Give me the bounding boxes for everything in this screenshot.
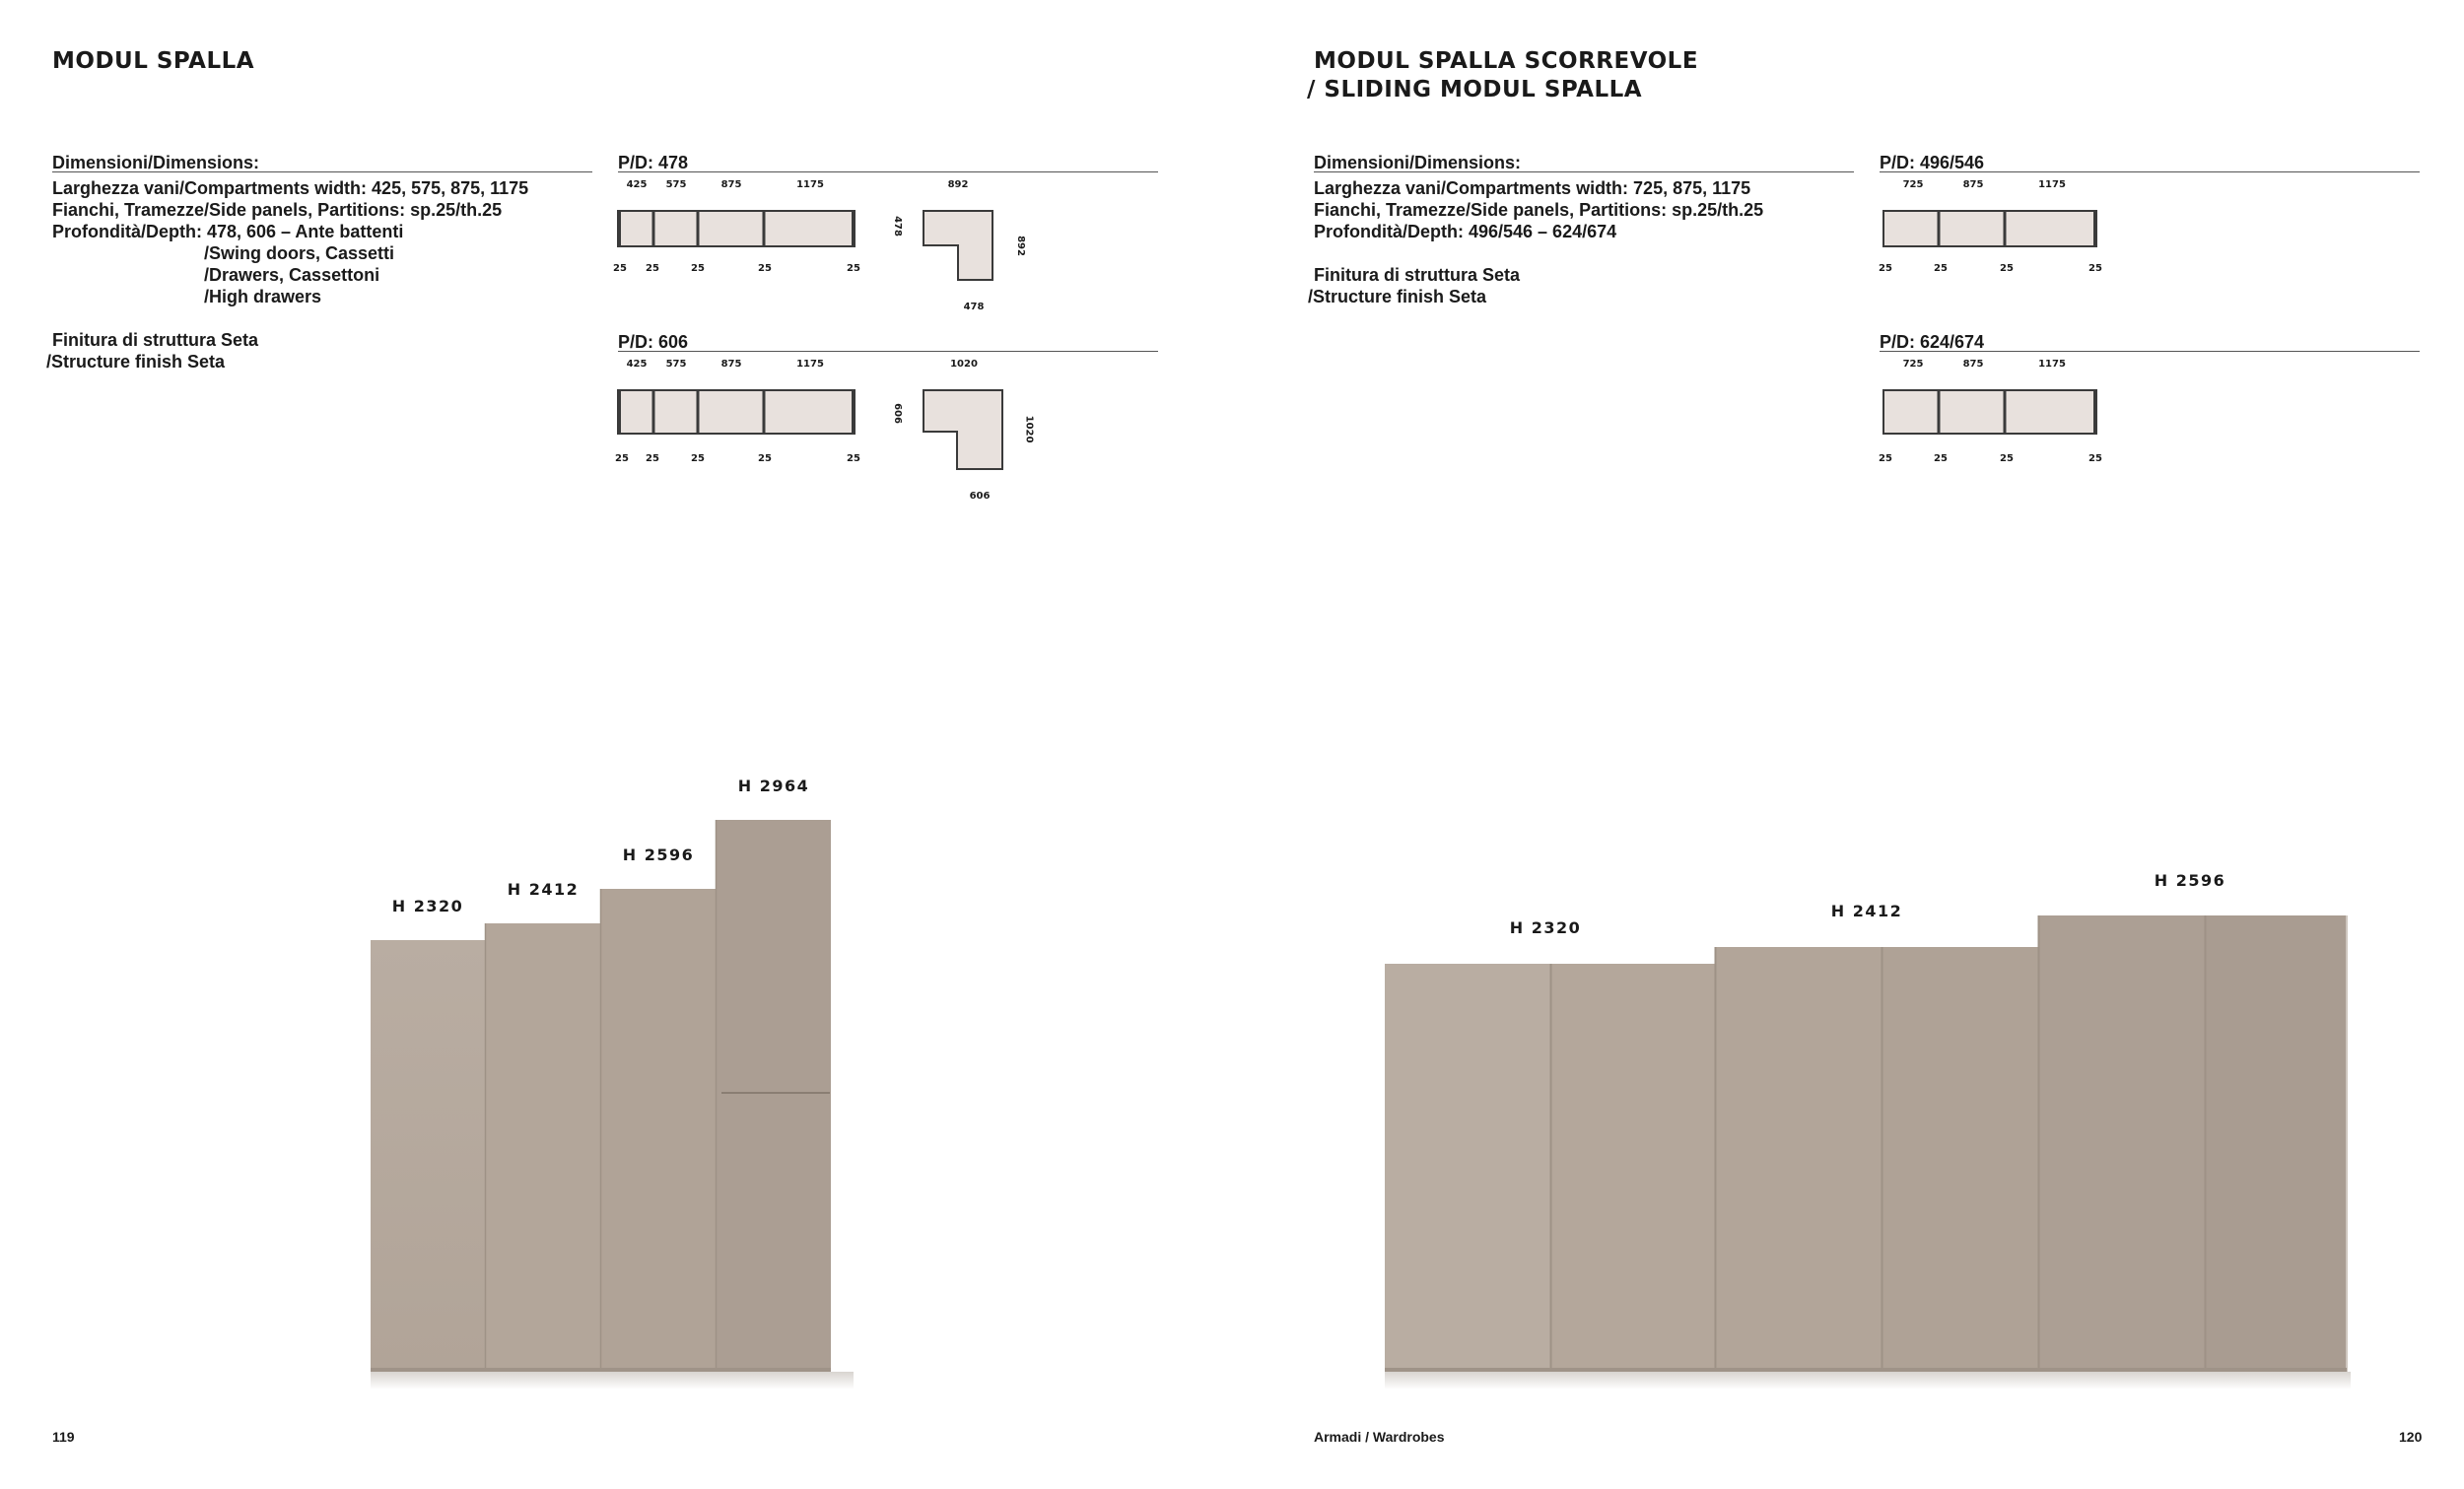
corner-side-label: 892	[1014, 236, 1026, 256]
compartment-plan	[1882, 388, 2100, 438]
finish-line: Finitura di struttura Seta	[1314, 265, 1521, 285]
depth-label: P/D: 606	[618, 332, 689, 352]
width-label: 1175	[2038, 359, 2066, 370]
dimensions-heading: Dimensioni/Dimensions:	[1314, 153, 1522, 172]
panel-label: 25	[1879, 263, 1892, 274]
page-number-left: 119	[52, 1429, 75, 1445]
height-label: H 2320	[391, 897, 464, 915]
panel-label: 25	[847, 453, 860, 464]
corner-plan	[922, 209, 996, 282]
spec-line: Larghezza vani/Compartments width: 425, 575, 875, 1175	[52, 178, 529, 198]
page-title-left: MODUL SPALLA	[52, 48, 255, 74]
corner-bottom-label: 478	[963, 302, 985, 312]
spec-line: Profondità/Depth: 478, 606 – Ante battenti	[52, 222, 404, 241]
width-label: 425	[626, 179, 648, 190]
corner-plan	[922, 388, 1006, 473]
compartment-plan	[616, 388, 857, 438]
panel-label: 25	[847, 263, 860, 274]
panel-label: 25	[613, 263, 627, 274]
width-label: 875	[720, 359, 742, 370]
spec-line: Fianchi, Tramezze/Side panels, Partitions: sp.25/th.25	[52, 200, 503, 220]
height-label: H 2412	[507, 880, 580, 899]
depth-label: P/D: 624/674	[1880, 332, 1985, 352]
depth-label: P/D: 478	[618, 153, 689, 172]
width-label: 725	[1902, 359, 1924, 370]
width-label: 1175	[796, 359, 824, 370]
section-label: Armadi / Wardrobes	[1314, 1429, 1445, 1445]
panel-label: 25	[691, 453, 705, 464]
finish-line: /Structure finish Seta	[46, 352, 226, 372]
corner-bottom-label: 606	[969, 491, 991, 502]
sliding-wardrobe-illustration	[1375, 907, 2361, 1399]
spec-line: Larghezza vani/Compartments width: 725, 875, 1175	[1314, 178, 1751, 198]
height-label: H 2320	[1509, 918, 1582, 937]
finish-line: Finitura di struttura Seta	[52, 330, 259, 350]
spec-line: /Swing doors, Cassetti	[204, 243, 395, 263]
width-label: 425	[626, 359, 648, 370]
height-label: H 2596	[2154, 871, 2226, 890]
corner-left-label: 478	[891, 216, 903, 237]
corner-top-label: 1020	[950, 359, 978, 370]
width-label: 1175	[2038, 179, 2066, 190]
spec-line: Profondità/Depth: 496/546 – 624/674	[1314, 222, 1617, 241]
panel-label: 25	[1879, 453, 1892, 464]
spec-line: Fianchi, Tramezze/Side panels, Partitions: sp.25/th.25	[1314, 200, 1764, 220]
panel-label: 25	[646, 263, 659, 274]
panel-label: 25	[1934, 453, 1948, 464]
page-number-right: 120	[2399, 1429, 2423, 1445]
panel-label: 25	[758, 263, 772, 274]
width-label: 575	[665, 179, 687, 190]
panel-label: 25	[646, 453, 659, 464]
width-label: 1175	[796, 179, 824, 190]
panel-label: 25	[1934, 263, 1948, 274]
corner-side-label: 1020	[1023, 415, 1035, 443]
divider	[1880, 351, 2420, 352]
depth-label: P/D: 496/546	[1880, 153, 1985, 172]
compartment-plan	[1882, 209, 2100, 250]
divider	[1314, 171, 1854, 172]
divider	[618, 171, 1158, 172]
width-label: 725	[1902, 179, 1924, 190]
panel-label: 25	[2088, 453, 2102, 464]
panel-label: 25	[758, 453, 772, 464]
panel-label: 25	[2088, 263, 2102, 274]
height-label: H 2964	[737, 777, 810, 795]
page-title-right: MODUL SPALLA SCORREVOLE	[1314, 48, 1699, 74]
compartment-plan	[616, 209, 857, 250]
panel-label: 25	[2000, 263, 2014, 274]
divider	[618, 351, 1158, 352]
dimensions-heading: Dimensioni/Dimensions:	[52, 153, 260, 172]
panel-label: 25	[2000, 453, 2014, 464]
height-label: H 2412	[1830, 902, 1903, 920]
page-subtitle-right: / SLIDING MODUL SPALLA	[1307, 77, 1643, 102]
width-label: 875	[720, 179, 742, 190]
width-label: 875	[1962, 359, 1984, 370]
panel-label: 25	[615, 453, 629, 464]
corner-left-label: 606	[891, 403, 903, 424]
divider	[1880, 171, 2420, 172]
corner-top-label: 892	[947, 179, 969, 190]
width-label: 875	[1962, 179, 1984, 190]
spec-line: /Drawers, Cassettoni	[204, 265, 380, 285]
divider	[52, 171, 592, 172]
height-label: H 2596	[622, 846, 695, 864]
spec-line: /High drawers	[204, 287, 322, 306]
width-label: 575	[665, 359, 687, 370]
panel-label: 25	[691, 263, 705, 274]
finish-line: /Structure finish Seta	[1308, 287, 1487, 306]
